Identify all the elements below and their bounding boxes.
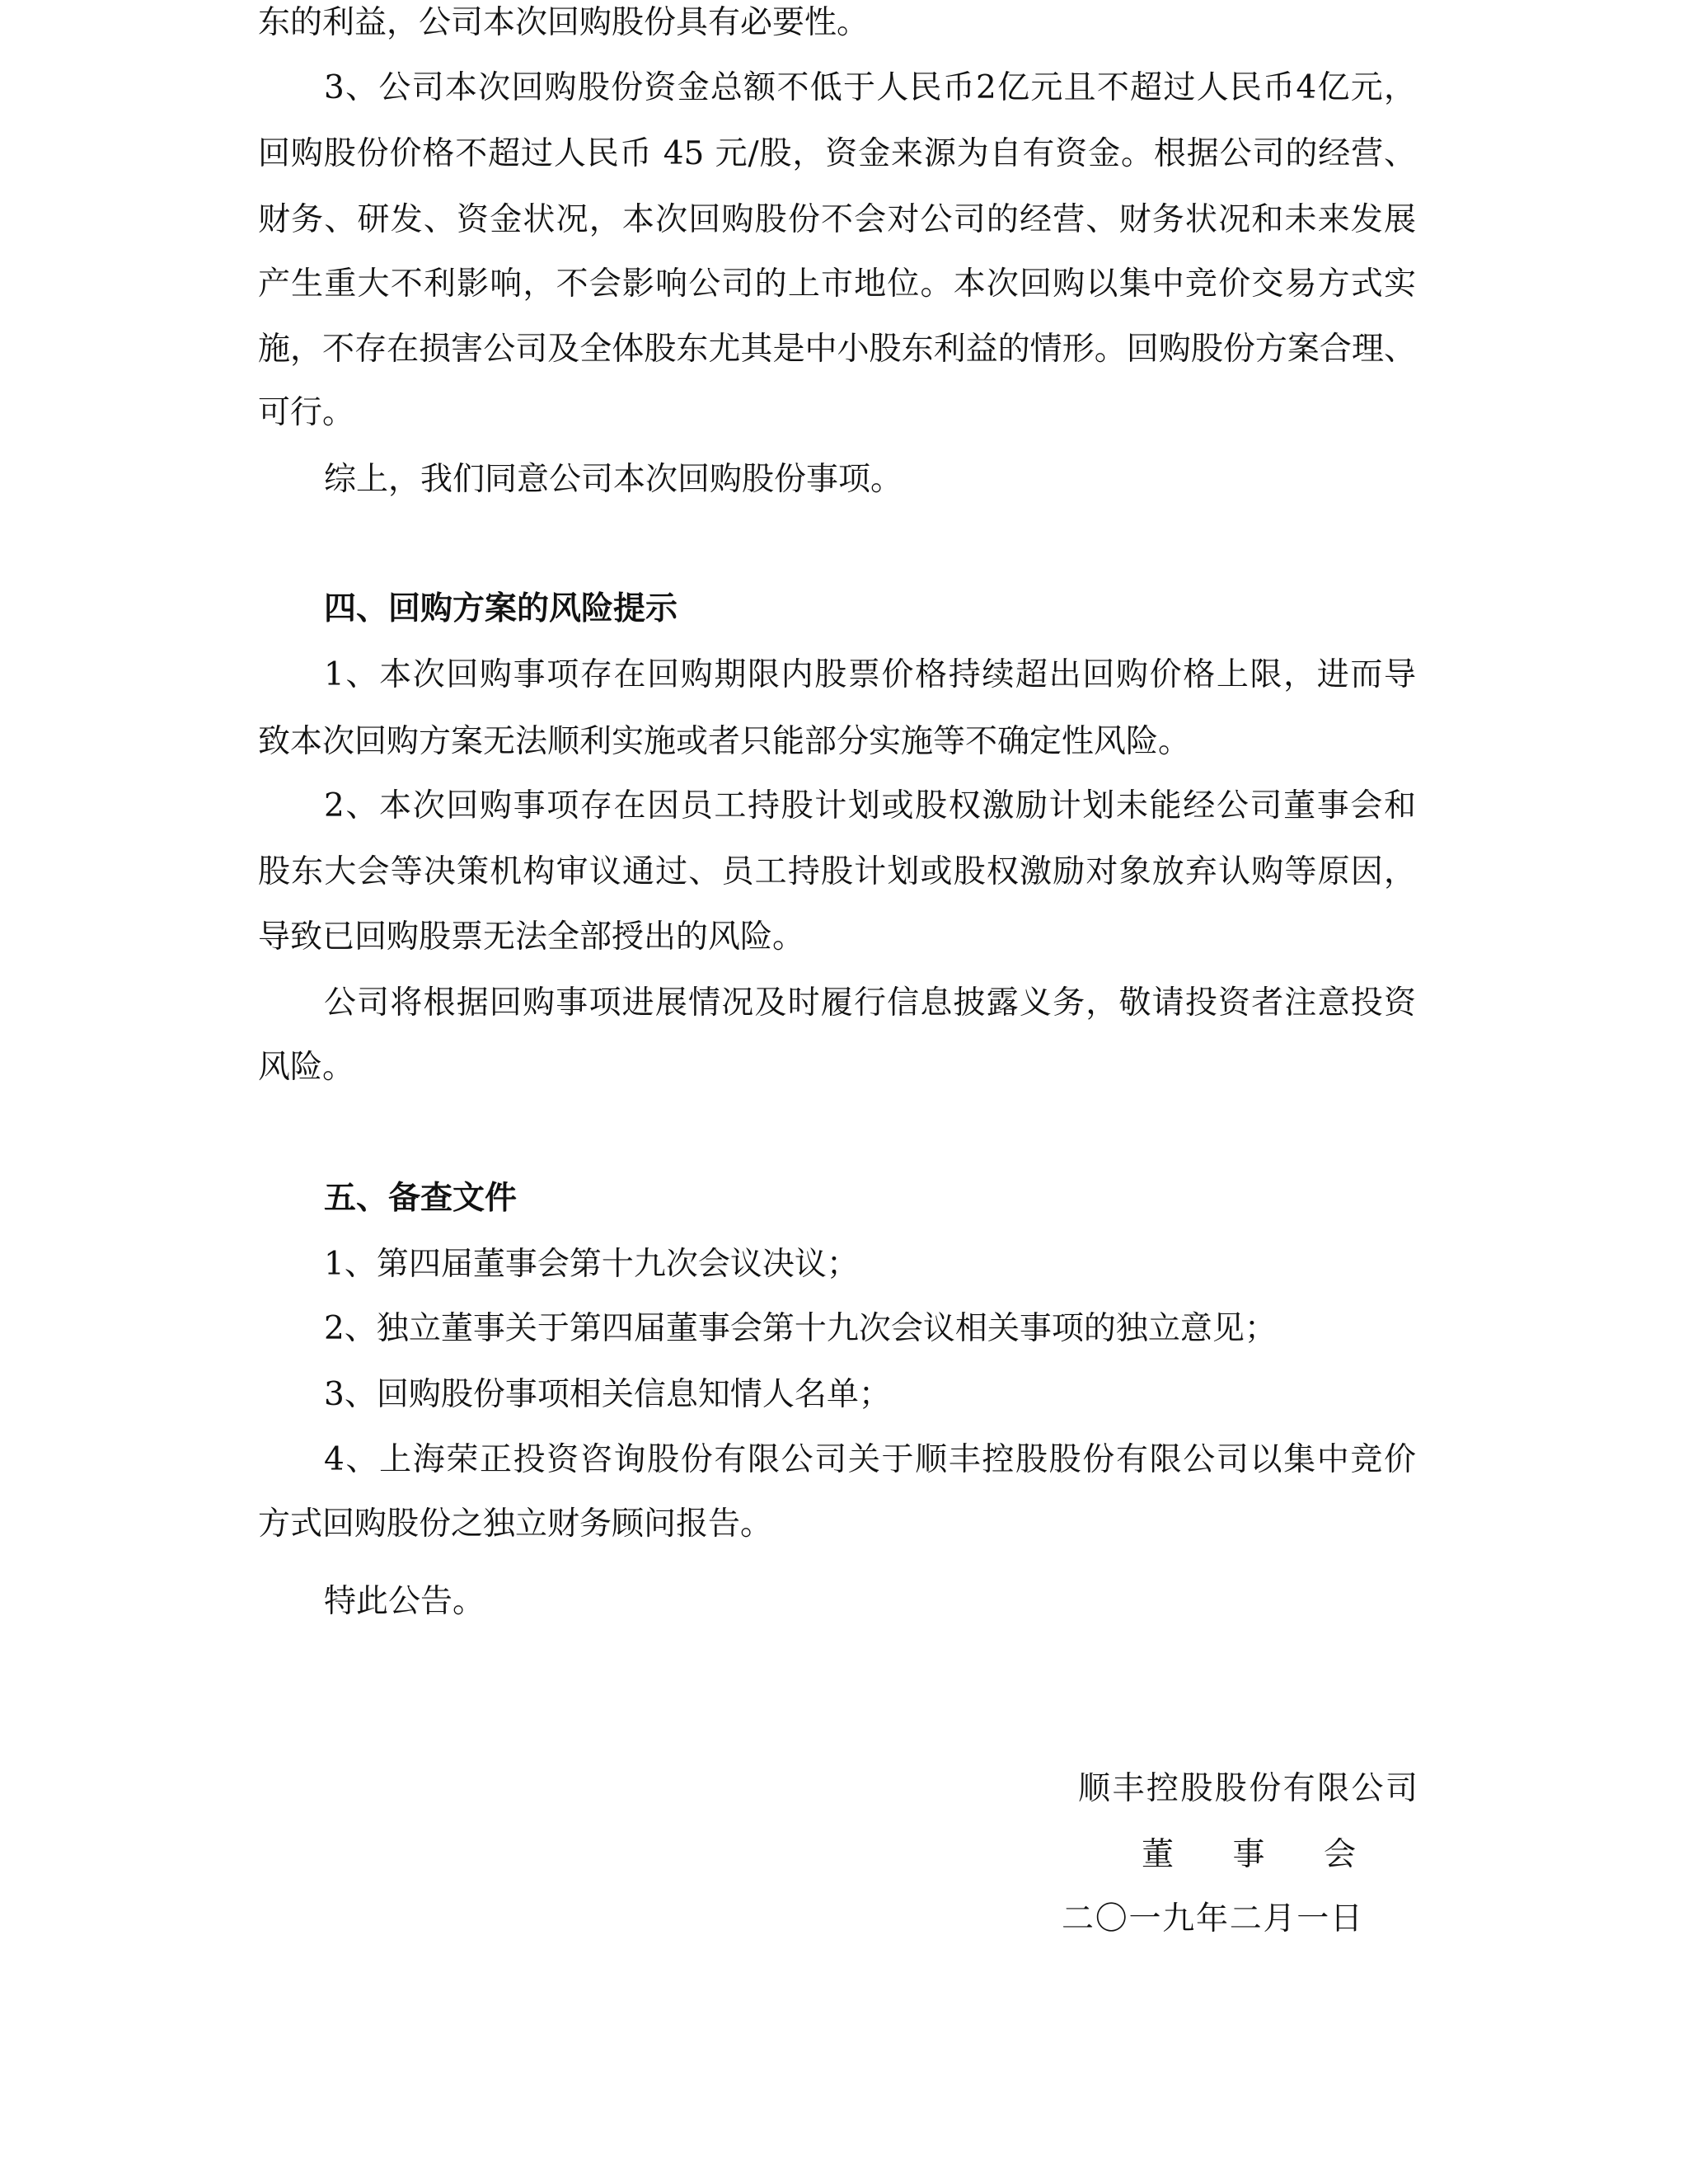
signature-company: 顺丰控股股份有限公司 (1078, 1770, 1418, 1807)
section-4-notice-line-1: 公司将根据回购事项进展情况及时履行信息披露义务，敬请投资者注意投资 (324, 984, 1416, 1022)
paragraph-3-line-6: 可行。 (258, 394, 355, 431)
section-4-item-2-line-3: 导致已回购股票无法全部授出的风险。 (258, 918, 805, 956)
section-4-notice-line-2: 风险。 (258, 1049, 355, 1086)
section-4-item-1-line-1: 1、本次回购事项存在回购期限内股票价格持续超出回购价格上限，进而导 (324, 656, 1416, 693)
paragraph-3-line-1: 3、公司本次回购股份资金总额不低于人民币2亿元且不超过人民币4亿元， (324, 69, 1416, 106)
signature-board-char-1: 董 (1142, 1836, 1198, 1873)
section-4-heading: 四、回购方案的风险提示 (324, 590, 678, 627)
paragraph-continuation-line: 东的利益，公司本次回购股份具有必要性。 (258, 4, 870, 41)
section-5-item-2: 2、独立董事关于第四届董事会第十九次会议相关事项的独立意见； (324, 1310, 1277, 1347)
section-5-item-4-line-2: 方式回购股份之独立财务顾问报告。 (258, 1505, 773, 1543)
section-4-item-2-line-2: 股东大会等决策机构审议通过、员工持股计划或股权激励对象放弃认购等原因， (258, 853, 1416, 890)
paragraph-3-line-5: 施，不存在损害公司及全体股东尤其是中小股东利益的情形。回购股份方案合理、 (258, 331, 1416, 368)
signature-board-char-3: 会 (1323, 1836, 1356, 1873)
section-5-item-4-line-1: 4、上海荣正投资咨询股份有限公司关于顺丰控股股份有限公司以集中竞价 (324, 1441, 1416, 1478)
paragraph-3-line-2: 回购股份价格不超过人民币 45 元/股，资金来源为自有资金。根据公司的经营、 (258, 135, 1416, 172)
signature-board (1142, 1836, 1356, 1873)
section-5-heading: 五、备查文件 (324, 1180, 518, 1217)
signature-date: 二〇一九年二月一日 (1062, 1900, 1362, 1937)
section-5-item-3: 3、回购股份事项相关信息知情人名单； (324, 1376, 891, 1413)
conclusion-paragraph: 综上，我们同意公司本次回购股份事项。 (324, 461, 903, 498)
section-5-item-1: 1、第四届董事会第十九次会议决议； (324, 1246, 859, 1283)
section-4-item-1-line-2: 致本次回购方案无法顺利实施或者只能部分实施等不确定性风险。 (258, 723, 1191, 760)
closing-statement: 特此公告。 (324, 1583, 485, 1620)
signature-board-char-2: 事 (1232, 1836, 1290, 1873)
paragraph-3-line-3: 财务、研发、资金状况，本次回购股份不会对公司的经营、财务状况和未来发展 (258, 201, 1416, 238)
paragraph-3-line-4: 产生重大不利影响，不会影响公司的上市地位。本次回购以集中竞价交易方式实 (258, 265, 1416, 303)
section-4-item-2-line-1: 2、本次回购事项存在因员工持股计划或股权激励计划未能经公司董事会和 (324, 787, 1416, 824)
